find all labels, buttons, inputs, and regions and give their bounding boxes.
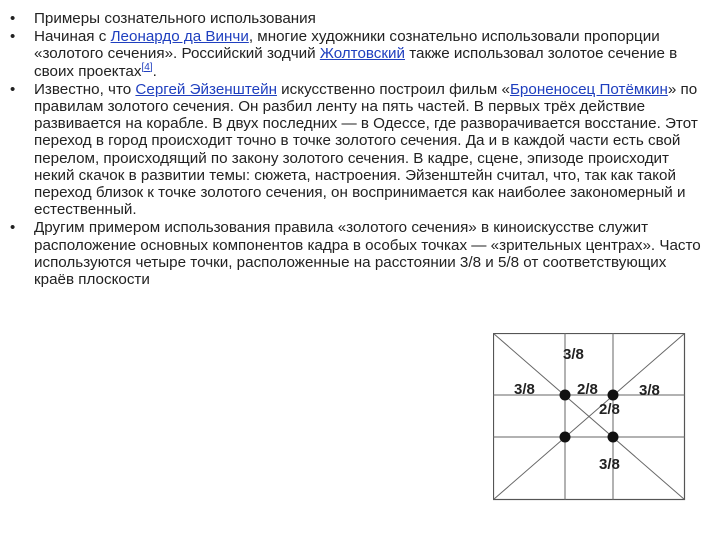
- label-right-center: 2/8: [599, 401, 620, 418]
- bullet-text-part: Начиная с: [34, 28, 111, 46]
- bullet-text-part: , многие художники сознательно использовали пропорции «золотого сечения». Российский зодчий: [34, 28, 660, 63]
- link-sergei-eisenstein[interactable]: Сергей Эйзенштейн: [135, 80, 277, 98]
- bullet-text-part: искусственно построил фильм «: [276, 80, 510, 98]
- footnote-link[interactable]: [4]: [141, 61, 153, 73]
- label-bottom: 3/8: [599, 456, 620, 473]
- bullet-text-part: также использовал золотое сечение в своих проектах: [34, 45, 678, 80]
- golden-section-frame-diagram: [493, 333, 686, 501]
- link-zholtovsky[interactable]: Жолтовский: [319, 45, 406, 63]
- link-battleship-potemkin[interactable]: Броненосец Потёмкин: [509, 80, 668, 98]
- label-left: 3/8: [514, 381, 535, 398]
- bullet-list: [10, 10, 710, 288]
- bullet-text-part: Известно, что: [34, 80, 136, 98]
- visual-center-point: [608, 432, 619, 443]
- bullet-marker: •: [10, 10, 16, 27]
- bullet-item-eisenstein: [10, 81, 710, 219]
- bullet-item-visual-centers: [10, 219, 710, 288]
- visual-center-point: [560, 432, 571, 443]
- bullet-item-leonardo: [10, 28, 710, 80]
- bullet-marker: •: [10, 219, 16, 237]
- frame-diagram-svg: [493, 333, 686, 501]
- bullet-text-part: » по правилам золотого сечения. Он разбил ленту на пять частей. В первых трёх действие развивается на корабле. В двух последних — в Одессе, где разворачивается восстание. Этот переход в город происходит точно в точке золотого сечения. Да и в каждой части есть свой перелом, происходящий по закону золотого сечения. В кадре, сцене, эпизоде происходит некий скачок в развитии темы: сюжета, настроения. Эйзенштейн считал, что, так как такой переход близок к точке золотого сечения, он воспринимается как наиболее закономерный и естественный.: [34, 80, 698, 219]
- label-center: 2/8: [577, 381, 598, 398]
- link-leonardo-da-vinci[interactable]: Леонардо да Винчи: [110, 28, 249, 46]
- bullet-text-part: .: [152, 62, 157, 80]
- bullet-text: Другим примером использования правила «золотого сечения» в киноискусстве служит расположение основных компонентов кадра в особых точках — «зрительных центрах». Часто используются четыре точки, расположенные на расстоянии 3/8 и 5/8 от соответствующих краёв плоскости: [34, 219, 701, 289]
- label-top: 3/8: [563, 346, 584, 363]
- bullet-item-examples-heading: [10, 10, 710, 27]
- bullet-marker: •: [10, 28, 16, 46]
- bullet-marker: •: [10, 80, 16, 98]
- bullet-text: Примеры сознательного использования: [34, 10, 316, 27]
- label-right: 3/8: [639, 382, 660, 399]
- visual-center-point: [560, 390, 571, 401]
- visual-center-point: [608, 390, 619, 401]
